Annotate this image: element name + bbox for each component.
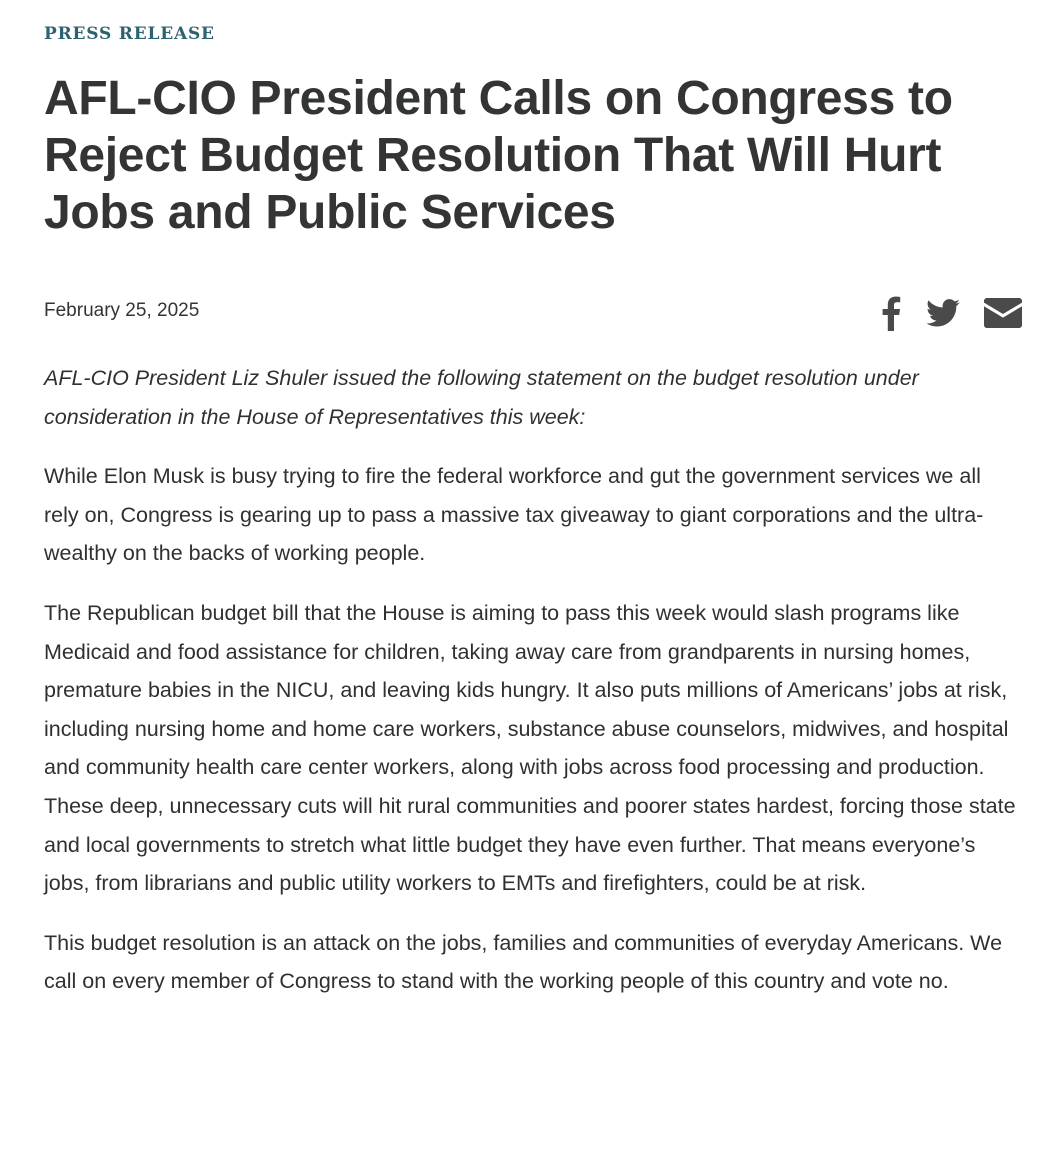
statement-paragraph-1: While Elon Musk is busy trying to fire the federal workforce and gut the government services we all rely on, Congress is gearing up to pass a massive tax giveaway to giant corporations and the ultra-wealthy on the backs of working people.: [44, 464, 984, 566]
meta-row: [44, 299, 1020, 349]
share-bar: [880, 295, 1022, 336]
facebook-icon[interactable]: [880, 295, 902, 336]
article-body: [44, 359, 1020, 1001]
statement-paragraph-2: The Republican budget bill that the House is aiming to pass this week would slash programs like Medicaid and food assistance for children, taking away care from grandparents in nursing homes, premature babies in the NICU, and leaving kids hungry. It also puts millions of Americans’ jobs at risk, including nursing home and home care workers, substance abuse counselors, midwives, and hospital and community health care center workers, along with jobs across food processing and production. These deep, unnecessary cuts will hit rural communities and poorer states hardest, forcing those state and local governments to stretch what little budget they have even further. That means everyone’s jobs, from librarians and public utility workers to EMTs and firefighters, could be at risk.: [44, 600, 1016, 896]
publish-date: February 25, 2025: [44, 300, 200, 321]
twitter-icon[interactable]: [926, 299, 960, 332]
email-icon[interactable]: [984, 298, 1022, 333]
page-title: AFL-CIO President Calls on Congress to Reject Budget Resolution That Will Hurt Jobs and Public Services: [44, 72, 953, 239]
statement-paragraph-3: This budget resolution is an attack on the jobs, families and communities of everyday Americans. We call on every member of Congress to stand with the working people of this country and vote no.: [44, 930, 1003, 994]
press-release-label: PRESS RELEASE: [44, 24, 215, 44]
press-release-article: [44, 22, 1020, 1022]
statement-intro: AFL-CIO President Liz Shuler issued the following statement on the budget resolution under consideration in the House of Representatives this week:: [44, 366, 919, 429]
